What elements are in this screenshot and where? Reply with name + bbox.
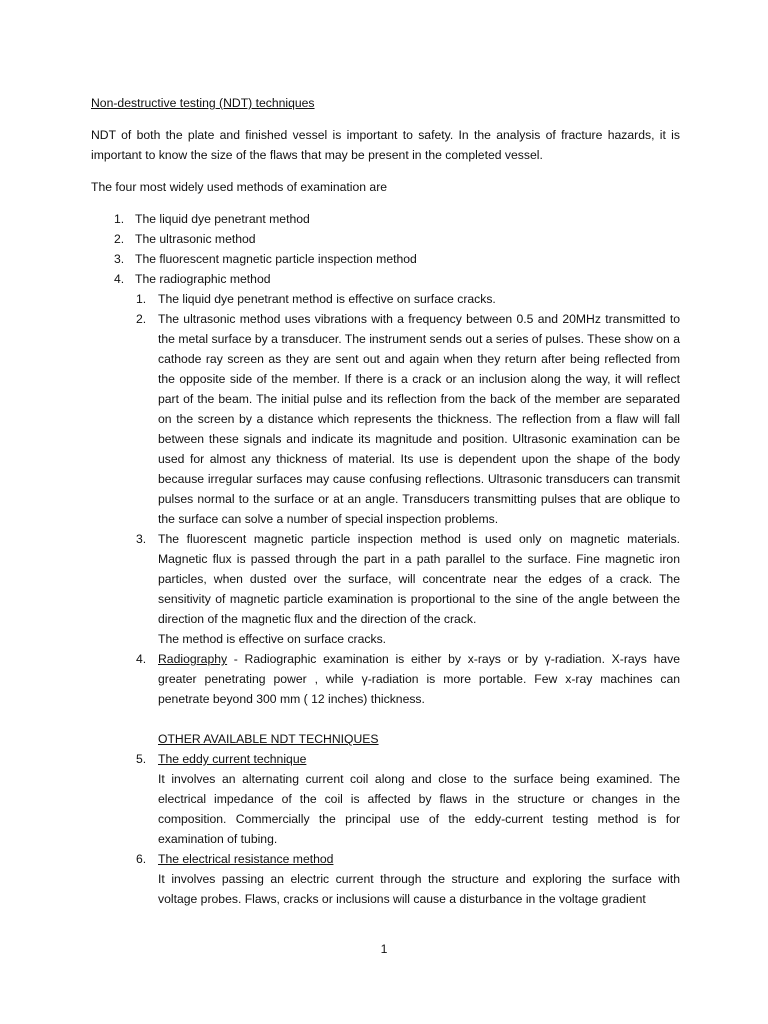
list-item [91, 749, 680, 849]
method-label: The fluorescent magnetic particle inspection method [135, 252, 417, 266]
detail-extra-text: The method is effective on surface cracks. [158, 632, 387, 646]
detail-text: - Radiographic examination is either by x-rays or by γ-radiation. X-rays have greater penetrating power , while γ-radiation is more portable. Few x-ray machines can penetrate beyond 300 mm ( 12 inches) thickness. [158, 652, 680, 706]
technique-heading: The electrical resistance method [158, 852, 334, 866]
list-number: 5. [136, 752, 147, 766]
list-number: 1. [136, 292, 147, 306]
list-item [91, 289, 680, 309]
technique-text: It involves an alternating current coil along and close to the surface being examined. The electrical impedance of the coil is affected by flaws in the structure or changes in the composition. Commercially the principal use of the eddy-current testing method is for examination of tubing. [158, 772, 680, 846]
list-item [91, 649, 680, 709]
other-techniques-list [91, 749, 680, 909]
method-label: The liquid dye penetrant method [135, 212, 310, 226]
detail-text: The ultrasonic method uses vibrations with a frequency between 0.5 and 20MHz transmitted to the metal surface by a transducer. The instrument sends out a series of pulses. These show on a cathode ray screen as they are sent out and again when they return after being reflected from the opposite side of the member. If there is a crack or an inclusion along the way, it will reflect part of the beam. The initial pulse and its reflection from the back of the member are separated on the screen by a distance which represents the thickness. The reflection from a flaw will fall between these signals and indicate its magnitude and position. Ultrasonic examination can be used for almost any thickness of material. Its use is dependent upon the shape of the body because irregular surfaces may cause confusing reflections. Ultrasonic transducers can transmit pulses normal to the surface or at an angle. Transducers transmitting pulses that are oblique to the surface can solve a number of special inspection problems. [158, 312, 680, 526]
list-number: 3. [114, 252, 125, 266]
method-label: The ultrasonic method [135, 232, 256, 246]
detail-text: The fluorescent magnetic particle inspection method is used only on magnetic materials. Magnetic flux is passed through the part in a path parallel to the surface. Fine magnetic iron particles, when dusted over the surface, will concentrate near the edges of a crack. The sensitivity of magnetic particle examination is proportional to the sine of the angle between the direction of the magnetic flux and the direction of the crack. [158, 532, 680, 626]
technique-heading: The eddy current technique [158, 752, 307, 766]
list-item [91, 249, 680, 269]
other-techniques-title: OTHER AVAILABLE NDT TECHNIQUES [158, 732, 379, 746]
methods-list [91, 209, 680, 289]
technique-text: It involves passing an electric current through the structure and exploring the surface with voltage probes. Flaws, cracks or inclusions will cause a disturbance in the voltage gradient [158, 872, 680, 906]
list-item [91, 529, 680, 649]
list-number: 2. [114, 232, 125, 246]
list-number: 4. [114, 272, 125, 286]
list-item [91, 309, 680, 529]
list-number: 6. [136, 852, 147, 866]
list-item [91, 269, 680, 289]
list-item [91, 209, 680, 229]
page-number: 1 [380, 942, 388, 956]
detail-text: The liquid dye penetrant method is effective on surface cracks. [158, 292, 496, 306]
list-number: 3. [136, 532, 147, 546]
method-details-list [91, 289, 680, 709]
list-item [91, 849, 680, 909]
method-label: The radiographic method [135, 272, 271, 286]
list-number: 2. [136, 312, 147, 326]
document-body [91, 93, 680, 909]
document-title: Non-destructive testing (NDT) techniques [91, 96, 315, 110]
spacer [91, 709, 680, 729]
methods-intro: The four most widely used methods of examination are [91, 180, 388, 194]
list-number: 4. [136, 652, 147, 666]
list-number: 1. [114, 212, 125, 226]
radiography-heading: Radiography [158, 652, 228, 666]
list-item [91, 229, 680, 249]
intro-paragraph: NDT of both the plate and finished vessel is important to safety. In the analysis of fracture hazards, it is important to know the size of the flaws that may be present in the completed vessel. [91, 128, 680, 162]
